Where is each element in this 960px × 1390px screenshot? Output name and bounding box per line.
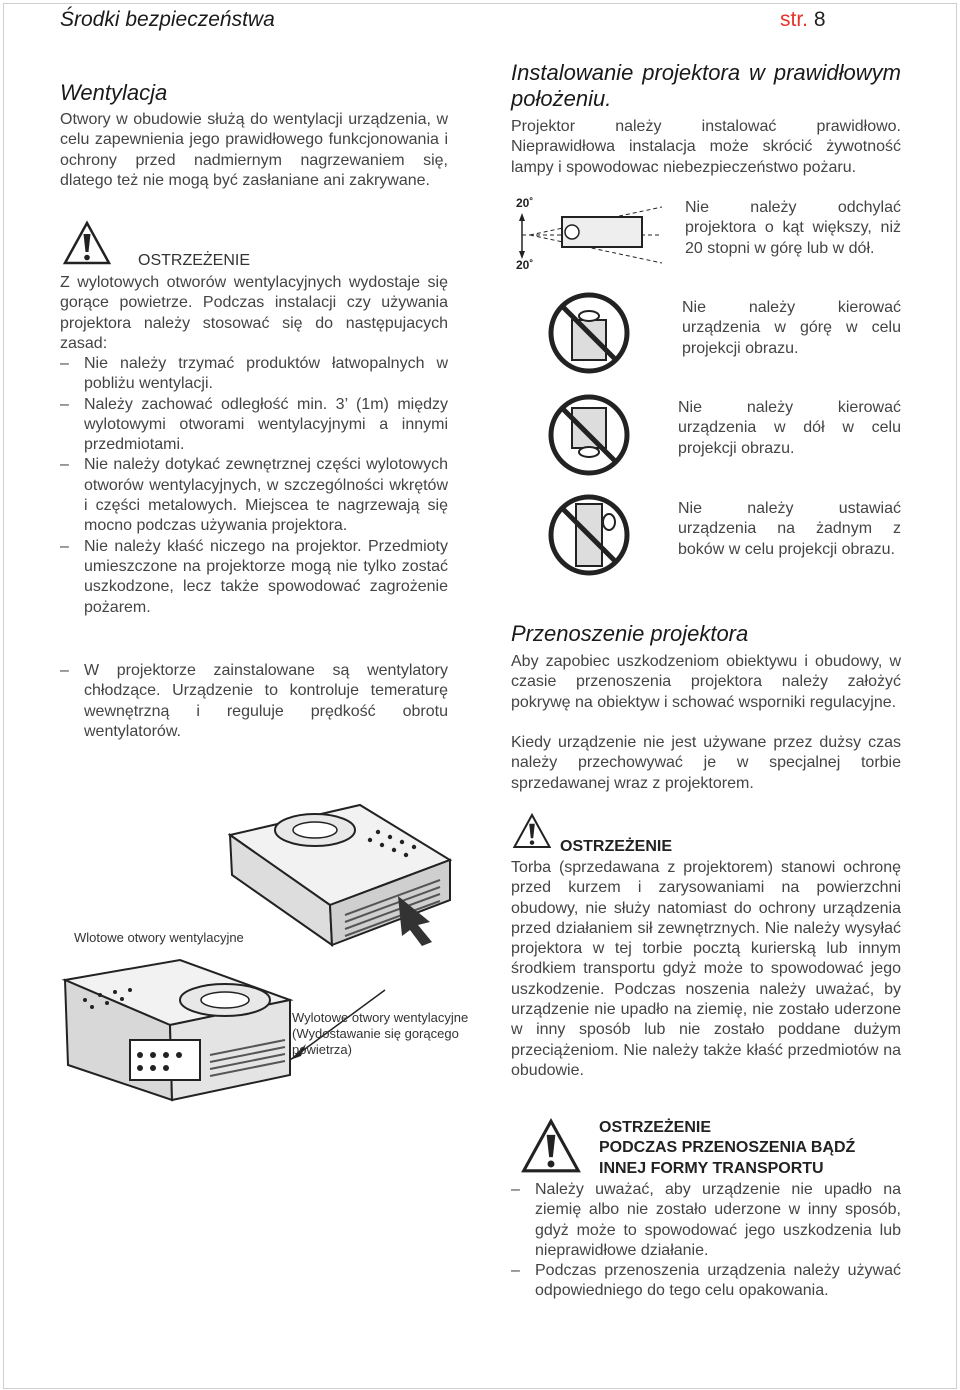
list-item: – Nie należy kłaść niczego na projektor. Przedmioty umieszczone na projektorze mogą nie tylko zostać uszkodzone, lecz także spowodować zagrożenie pożarem. xyxy=(60,537,448,618)
install-item-tilt: Nie należy odchylać projektora o kąt większy, niż 20 stopni w górę lub w dół. xyxy=(685,199,901,257)
tilt-angle-figure xyxy=(512,195,672,277)
transport-warning-text: Torba (sprzedawana z projektorem) stanowi ochronę przed kurzem i zarysowaniami na powierzchni obudowy, nie służy natomiast do ochrony urządzenia przed działaniem sił zewnętrznych. Nie należy wysyłać projektora w tej torbie pocztą kurierską lub innym środkiem transportu gdyż może to spowodować jego uszkodzenie. Podczas noszenia należy uważać, by urządzenie nie upadło na ziemię, nie zostało uderzone w inny sposób lub nie zostało poddane dużym przeciążeniom. Nie należy także kłaść przedmiotów na obudowie. xyxy=(511,859,901,1079)
list-item: – Podczas przenoszenia urządzenia należy używać odpowiedniego do tego celu opakowania. xyxy=(511,1261,901,1302)
ventilation-intro: Otwory w obudowie służą do wentylacji urządzenia, w celu zapewnienia jego prawidłowego funkcjonowania i ochrony przed nadmiernym nagrzewaniem się, dlatego też nie mogą być zasłaniane ani zakrywane. xyxy=(60,111,448,189)
warning-triangle-icon xyxy=(520,1117,582,1175)
transport-warning2-line: PODCZAS PRZENOSZENIA BĄDŹ xyxy=(599,1139,856,1157)
exhaust-vents-caption: Wylotowe otwory wentylacyjne (Wydostawanie się gorącego powietrza) xyxy=(292,1010,469,1057)
list-item: – W projektorze zainstalowane są wentylatory chłodzące. Urządzenie to kontroluje temeraturę wewnętrzną i reguluje prędkość obrotu wentylatorów. xyxy=(60,661,448,742)
transport-paragraph-1: Aby zapobiec uszkodzeniom obiektywu i obudowy, w czasie przenoszenia projektora należy założyć pokrywę na obiektyw i schować wsporniki regulacyjne. xyxy=(511,653,901,711)
ventilation-warning-title: OSTRZEŻENIE xyxy=(138,252,251,269)
prohibited-side-icon xyxy=(514,492,664,578)
projector-ventilation-illustration xyxy=(60,800,460,1130)
transport-paragraph-2: Kiedy urządzenie nie jest używane przez dużsy czas należy przechowywać je w specjalnej torbie sprzedawanej wraz z projektorem. xyxy=(511,734,901,792)
install-heading: Instalowanie projektora w prawidłowym położeniu. xyxy=(511,60,901,111)
tilt-angle-label-bottom: 20˚ xyxy=(516,258,534,272)
page-number xyxy=(780,8,826,32)
page-number-value: 8 xyxy=(813,8,826,31)
prohibited-upward-icon xyxy=(514,290,664,376)
projector-top-view xyxy=(230,805,450,946)
install-item-upward: Nie należy kierować urządzenia w górę w celu projekcji obrazu. xyxy=(682,299,901,357)
install-intro: Projektor należy instalować prawidłowo. Nieprawidłowa instalacja może skrócić żywotność lampy i spowodowac niebezpieczeństwo pożaru. xyxy=(511,118,901,176)
transport-heading: Przenoszenie projektora xyxy=(511,621,749,646)
prohibited-downward-icon xyxy=(514,392,664,478)
ventilation-warning-text: Z wylotowych otworów wentylacyjnych wydostaje się gorące powietrze. Podczas instalacji czy używania projektora należy stosować się do następujacych zasad: xyxy=(60,274,448,352)
install-item-side: Nie należy ustawiać urządzenia na żadnym z boków w celu projekcji obrazu. xyxy=(678,500,901,558)
list-item: – Należy uważać, aby urządzenie nie upadło na ziemię albo nie zostało uderzone w inny sposób, gdyż może to spowodować jego uszkodzenia lub nieprawidłowe działanie. xyxy=(511,1180,901,1261)
list-item: – Należy zachować odległość min. 3’ (1m) między wylotowymi otworami wentylacyjnymi a innymi przedmiotami. xyxy=(60,395,448,456)
fan-note-list xyxy=(60,661,448,742)
install-item-downward: Nie należy kierować urządzenia w dół w celu projekcji obrazu. xyxy=(678,399,901,457)
page-header-title: Środki bezpieczeństwa xyxy=(60,8,275,31)
list-item: – Nie należy dotykać zewnętrznej części wylotowych otworów wentylacyjnych, w szczególności wkrętów i części metalowych. Miejscea te nagrzewają się mocno podczas używania projektora. xyxy=(60,455,448,536)
ventilation-heading: Wentylacja xyxy=(60,80,168,105)
page-label: str. xyxy=(780,8,809,31)
intake-vents-caption: Wlotowe otwory wentylacyjne xyxy=(74,930,244,945)
tilt-angle-label-top: 20˚ xyxy=(516,196,534,210)
transport-rules-list xyxy=(511,1180,901,1302)
warning-triangle-icon xyxy=(62,220,112,266)
transport-warning2-line: OSTRZEŻENIE xyxy=(599,1119,712,1136)
warning-triangle-icon xyxy=(512,812,552,850)
transport-warning-title: OSTRZEŻENIE xyxy=(560,838,673,855)
transport-warning2-title xyxy=(599,1118,855,1179)
ventilation-rules-list xyxy=(60,354,448,618)
list-item: – Nie należy trzymać produktów łatwopalnych w pobliżu wentylacji. xyxy=(60,354,448,395)
transport-warning2-line: INNEJ FORMY TRANSPORTU xyxy=(599,1159,824,1177)
